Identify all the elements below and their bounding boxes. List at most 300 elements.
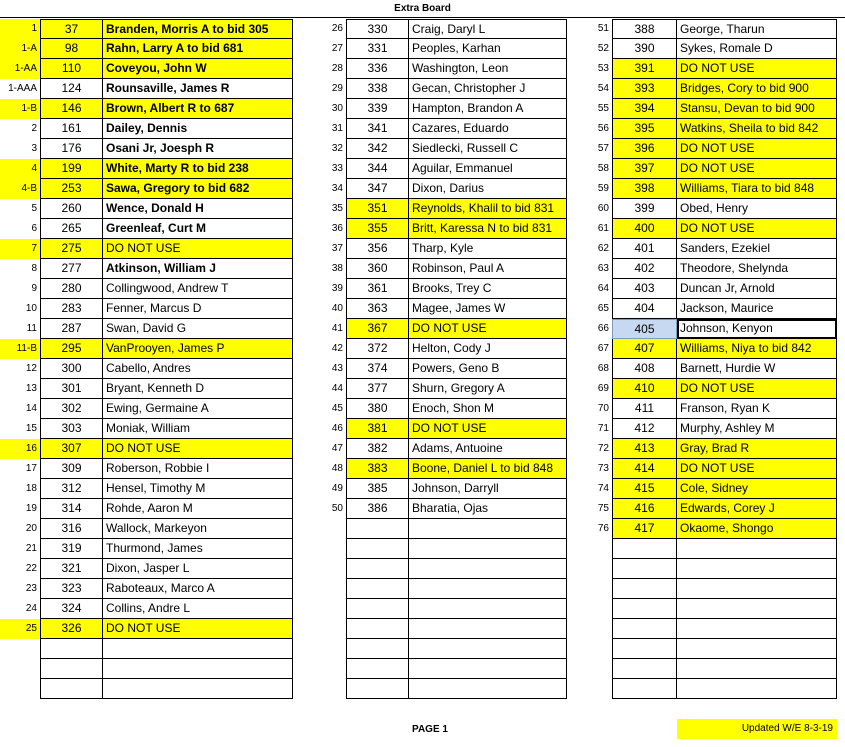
id-number-cell[interactable]: 295 xyxy=(40,339,103,359)
id-number-cell[interactable]: 302 xyxy=(40,399,103,419)
id-number-cell[interactable]: 396 xyxy=(612,139,677,159)
row-label-cell[interactable]: 34 xyxy=(331,183,343,194)
employee-name-cell[interactable] xyxy=(409,559,567,579)
id-number-cell[interactable]: 146 xyxy=(40,99,103,119)
id-number-cell[interactable]: 412 xyxy=(612,419,677,439)
id-number-cell[interactable]: 393 xyxy=(612,79,677,99)
row-label-cell[interactable]: 1-B xyxy=(0,99,40,119)
id-number-cell[interactable]: 383 xyxy=(346,459,409,479)
row-label-cell[interactable]: 51 xyxy=(597,23,609,34)
row-label-cell[interactable]: 54 xyxy=(597,83,609,94)
employee-name-cell[interactable]: Siedlecki, Russell C xyxy=(409,139,567,159)
row-label-cell[interactable]: 69 xyxy=(597,383,609,394)
employee-name-cell[interactable]: Shurn, Gregory A xyxy=(409,379,567,399)
employee-name-cell[interactable]: Aguilar, Emmanuel xyxy=(409,159,567,179)
employee-name-cell[interactable]: DO NOT USE xyxy=(409,319,567,339)
row-label-cell[interactable]: 67 xyxy=(597,343,609,354)
row-label-cell[interactable]: 30 xyxy=(331,103,343,114)
employee-name-cell[interactable]: Sanders, Ezekiel xyxy=(677,239,837,259)
employee-name-cell[interactable]: Magee, James W xyxy=(409,299,567,319)
row-label-cell[interactable]: 49 xyxy=(331,483,343,494)
employee-name-cell[interactable] xyxy=(677,639,837,659)
id-number-cell[interactable] xyxy=(612,639,677,659)
row-label-cell[interactable] xyxy=(306,579,346,599)
row-label-cell[interactable]: 47 xyxy=(331,443,343,454)
id-number-cell[interactable]: 380 xyxy=(346,399,409,419)
row-label-cell[interactable]: 50 xyxy=(331,503,343,514)
id-number-cell[interactable] xyxy=(612,619,677,639)
row-label-cell[interactable]: 72 xyxy=(597,443,609,454)
id-number-cell[interactable]: 300 xyxy=(40,359,103,379)
id-number-cell[interactable]: 314 xyxy=(40,499,103,519)
id-number-cell[interactable]: 360 xyxy=(346,259,409,279)
employee-name-cell[interactable] xyxy=(677,659,837,679)
row-label-cell[interactable]: 41 xyxy=(331,323,343,334)
employee-name-cell[interactable]: Wence, Donald H xyxy=(103,199,293,219)
employee-name-cell[interactable]: Theodore, Shelynda xyxy=(677,259,837,279)
employee-name-cell[interactable]: Robinson, Paul A xyxy=(409,259,567,279)
row-label-cell[interactable] xyxy=(306,639,346,659)
row-label-cell[interactable]: 16 xyxy=(0,439,40,459)
id-number-cell[interactable]: 124 xyxy=(40,79,103,99)
id-number-cell[interactable]: 408 xyxy=(612,359,677,379)
id-number-cell[interactable]: 176 xyxy=(40,139,103,159)
id-number-cell[interactable] xyxy=(612,539,677,559)
id-number-cell[interactable]: 312 xyxy=(40,479,103,499)
id-number-cell[interactable]: 287 xyxy=(40,319,103,339)
employee-name-cell[interactable]: DO NOT USE xyxy=(677,379,837,399)
row-label-cell[interactable]: 29 xyxy=(331,83,343,94)
row-label-cell[interactable]: 59 xyxy=(597,183,609,194)
employee-name-cell[interactable]: Cole, Sidney xyxy=(677,479,837,499)
employee-name-cell[interactable]: Fenner, Marcus D xyxy=(103,299,293,319)
id-number-cell[interactable] xyxy=(612,659,677,679)
employee-name-cell[interactable]: Cazares, Eduardo xyxy=(409,119,567,139)
employee-name-cell[interactable]: Peoples, Karhan xyxy=(409,39,567,59)
row-label-cell[interactable] xyxy=(572,539,612,559)
id-number-cell[interactable]: 363 xyxy=(346,299,409,319)
employee-name-cell[interactable]: Williams, Tiara to bid 848 xyxy=(677,179,837,199)
id-number-cell[interactable]: 341 xyxy=(346,119,409,139)
id-number-cell[interactable]: 110 xyxy=(40,59,103,79)
row-label-cell[interactable]: 58 xyxy=(597,163,609,174)
row-label-cell[interactable]: 43 xyxy=(331,363,343,374)
row-label-cell[interactable]: 28 xyxy=(331,63,343,74)
id-number-cell[interactable] xyxy=(346,639,409,659)
row-label-cell[interactable]: 1-A xyxy=(0,39,40,59)
id-number-cell[interactable]: 319 xyxy=(40,539,103,559)
row-label-cell[interactable] xyxy=(306,559,346,579)
id-number-cell[interactable]: 355 xyxy=(346,219,409,239)
employee-name-cell[interactable]: Atkinson, William J xyxy=(103,259,293,279)
employee-name-cell[interactable]: Enoch, Shon M xyxy=(409,399,567,419)
employee-name-cell[interactable] xyxy=(409,579,567,599)
employee-name-cell[interactable]: Thurmond, James xyxy=(103,539,293,559)
row-label-cell[interactable]: 73 xyxy=(597,463,609,474)
id-number-cell[interactable] xyxy=(346,559,409,579)
id-number-cell[interactable]: 410 xyxy=(612,379,677,399)
id-number-cell[interactable]: 381 xyxy=(346,419,409,439)
row-label-cell[interactable]: 68 xyxy=(597,363,609,374)
employee-name-cell[interactable]: Washington, Leon xyxy=(409,59,567,79)
row-label-cell[interactable]: 65 xyxy=(597,303,609,314)
row-label-cell[interactable] xyxy=(572,619,612,639)
row-label-cell[interactable] xyxy=(572,639,612,659)
employee-name-cell[interactable]: Rahn, Larry A to bid 681 xyxy=(103,39,293,59)
employee-name-cell[interactable] xyxy=(677,679,837,699)
employee-name-cell[interactable]: DO NOT USE xyxy=(103,619,293,639)
id-number-cell[interactable]: 382 xyxy=(346,439,409,459)
employee-name-cell[interactable]: Rounsaville, James R xyxy=(103,79,293,99)
id-number-cell[interactable]: 391 xyxy=(612,59,677,79)
id-number-cell[interactable]: 338 xyxy=(346,79,409,99)
row-label-cell[interactable]: 4 xyxy=(0,159,40,179)
row-label-cell[interactable]: 74 xyxy=(597,483,609,494)
id-number-cell[interactable]: 411 xyxy=(612,399,677,419)
row-label-cell[interactable]: 61 xyxy=(597,223,609,234)
employee-name-cell[interactable]: Sykes, Romale D xyxy=(677,39,837,59)
row-label-cell[interactable] xyxy=(572,579,612,599)
id-number-cell[interactable]: 394 xyxy=(612,99,677,119)
row-label-cell[interactable]: 35 xyxy=(331,203,343,214)
employee-name-cell[interactable]: Wallock, Markeyon xyxy=(103,519,293,539)
employee-name-cell[interactable]: Coveyou, John W xyxy=(103,59,293,79)
id-number-cell[interactable]: 161 xyxy=(40,119,103,139)
employee-name-cell[interactable]: George, Tharun xyxy=(677,19,837,39)
employee-name-cell[interactable]: Franson, Ryan K xyxy=(677,399,837,419)
id-number-cell[interactable]: 260 xyxy=(40,199,103,219)
id-number-cell[interactable]: 395 xyxy=(612,119,677,139)
row-label-cell[interactable]: 38 xyxy=(331,263,343,274)
employee-name-cell[interactable]: Bryant, Kenneth D xyxy=(103,379,293,399)
row-label-cell[interactable]: 20 xyxy=(25,523,37,534)
id-number-cell[interactable] xyxy=(346,579,409,599)
row-label-cell[interactable]: 44 xyxy=(331,383,343,394)
employee-name-cell[interactable]: Collingwood, Andrew T xyxy=(103,279,293,299)
id-number-cell[interactable] xyxy=(346,679,409,699)
row-label-cell[interactable]: 32 xyxy=(331,143,343,154)
row-label-cell[interactable]: 15 xyxy=(25,423,37,434)
row-label-cell[interactable]: 1 xyxy=(0,19,40,39)
updated-label[interactable]: Updated W/E 8-3-19 xyxy=(677,719,837,739)
row-label-cell[interactable]: 22 xyxy=(25,563,37,574)
employee-name-cell[interactable]: Bharatia, Ojas xyxy=(409,499,567,519)
employee-name-cell[interactable]: Cabello, Andres xyxy=(103,359,293,379)
id-number-cell[interactable]: 275 xyxy=(40,239,103,259)
row-label-cell[interactable]: 46 xyxy=(331,423,343,434)
employee-name-cell[interactable]: Dixon, Jasper L xyxy=(103,559,293,579)
row-label-cell[interactable]: 2 xyxy=(31,123,37,134)
id-number-cell[interactable]: 98 xyxy=(40,39,103,59)
id-number-cell[interactable]: 321 xyxy=(40,559,103,579)
employee-name-cell[interactable]: Gecan, Christopher J xyxy=(409,79,567,99)
row-label-cell[interactable] xyxy=(306,539,346,559)
employee-name-cell[interactable]: Greenleaf, Curt M xyxy=(103,219,293,239)
employee-name-cell[interactable]: Barnett, Hurdie W xyxy=(677,359,837,379)
row-label-cell[interactable]: 64 xyxy=(597,283,609,294)
id-number-cell[interactable]: 372 xyxy=(346,339,409,359)
id-number-cell[interactable]: 416 xyxy=(612,499,677,519)
employee-name-cell[interactable]: Roberson, Robbie I xyxy=(103,459,293,479)
employee-name-cell[interactable]: Rohde, Aaron M xyxy=(103,499,293,519)
row-label-cell[interactable]: 9 xyxy=(31,283,37,294)
id-number-cell[interactable]: 399 xyxy=(612,199,677,219)
row-label-cell[interactable]: 33 xyxy=(331,163,343,174)
selected-name-cell[interactable]: Johnson, Kenyon xyxy=(677,319,837,339)
id-number-cell[interactable]: 331 xyxy=(346,39,409,59)
id-number-cell[interactable]: 283 xyxy=(40,299,103,319)
employee-name-cell[interactable]: Bridges, Cory to bid 900 xyxy=(677,79,837,99)
employee-name-cell[interactable]: Branden, Morris A to bid 305 xyxy=(103,19,293,39)
id-number-cell[interactable]: 347 xyxy=(346,179,409,199)
employee-name-cell[interactable] xyxy=(409,659,567,679)
row-label-cell[interactable]: 27 xyxy=(331,43,343,54)
id-number-cell[interactable]: 400 xyxy=(612,219,677,239)
row-label-cell[interactable]: 48 xyxy=(331,463,343,474)
row-label-cell[interactable]: 3 xyxy=(31,143,37,154)
employee-name-cell[interactable]: Hampton, Brandon A xyxy=(409,99,567,119)
employee-name-cell[interactable]: Stansu, Devan to bid 900 xyxy=(677,99,837,119)
id-number-cell[interactable] xyxy=(612,559,677,579)
employee-name-cell[interactable]: Osani Jr, Joesph R xyxy=(103,139,293,159)
row-label-cell[interactable] xyxy=(306,519,346,539)
employee-name-cell[interactable]: Hensel, Timothy M xyxy=(103,479,293,499)
row-label-cell[interactable]: 1-AAA xyxy=(8,83,37,94)
employee-name-cell[interactable]: DO NOT USE xyxy=(677,139,837,159)
row-label-cell[interactable] xyxy=(306,679,346,699)
row-label-cell[interactable]: 19 xyxy=(25,503,37,514)
row-label-cell[interactable]: 12 xyxy=(25,363,37,374)
id-number-cell[interactable]: 398 xyxy=(612,179,677,199)
row-label-cell[interactable]: 62 xyxy=(597,243,609,254)
id-number-cell[interactable] xyxy=(612,679,677,699)
id-number-cell[interactable]: 336 xyxy=(346,59,409,79)
row-label-cell[interactable]: 42 xyxy=(331,343,343,354)
id-number-cell[interactable]: 361 xyxy=(346,279,409,299)
employee-name-cell[interactable] xyxy=(677,559,837,579)
id-number-cell[interactable] xyxy=(346,539,409,559)
row-label-cell[interactable]: 25 xyxy=(0,619,40,639)
employee-name-cell[interactable]: DO NOT USE xyxy=(103,439,293,459)
employee-name-cell[interactable]: Raboteaux, Marco A xyxy=(103,579,293,599)
employee-name-cell[interactable]: Sawa, Gregory to bid 682 xyxy=(103,179,293,199)
employee-name-cell[interactable] xyxy=(677,539,837,559)
employee-name-cell[interactable]: Collins, Andre L xyxy=(103,599,293,619)
employee-name-cell[interactable]: DO NOT USE xyxy=(677,159,837,179)
id-number-cell[interactable] xyxy=(346,619,409,639)
id-number-cell[interactable]: 397 xyxy=(612,159,677,179)
id-number-cell[interactable]: 413 xyxy=(612,439,677,459)
id-number-cell[interactable]: 405 xyxy=(612,319,677,339)
id-number-cell[interactable]: 374 xyxy=(346,359,409,379)
id-number-cell[interactable] xyxy=(346,599,409,619)
employee-name-cell[interactable]: Murphy, Ashley M xyxy=(677,419,837,439)
employee-name-cell[interactable]: Reynolds, Khalil to bid 831 xyxy=(409,199,567,219)
row-label-cell[interactable]: 5 xyxy=(31,203,37,214)
employee-name-cell[interactable] xyxy=(103,659,293,679)
id-number-cell[interactable]: 388 xyxy=(612,19,677,39)
id-number-cell[interactable]: 324 xyxy=(40,599,103,619)
employee-name-cell[interactable] xyxy=(677,599,837,619)
row-label-cell[interactable]: 76 xyxy=(597,523,609,534)
row-label-cell[interactable]: 10 xyxy=(25,303,37,314)
id-number-cell[interactable]: 199 xyxy=(40,159,103,179)
id-number-cell[interactable]: 377 xyxy=(346,379,409,399)
row-label-cell[interactable] xyxy=(572,599,612,619)
employee-name-cell[interactable]: Okaome, Shongo xyxy=(677,519,837,539)
row-label-cell[interactable]: 36 xyxy=(331,223,343,234)
employee-name-cell[interactable]: Adams, Antuoine xyxy=(409,439,567,459)
id-number-cell[interactable]: 417 xyxy=(612,519,677,539)
employee-name-cell[interactable] xyxy=(103,639,293,659)
row-label-cell[interactable]: 31 xyxy=(331,123,343,134)
id-number-cell[interactable]: 316 xyxy=(40,519,103,539)
row-label-cell[interactable] xyxy=(0,659,40,679)
row-label-cell[interactable]: 40 xyxy=(331,303,343,314)
id-number-cell[interactable]: 402 xyxy=(612,259,677,279)
employee-name-cell[interactable] xyxy=(409,519,567,539)
row-label-cell[interactable]: 17 xyxy=(25,463,37,474)
employee-name-cell[interactable]: Brown, Albert R to 687 xyxy=(103,99,293,119)
row-label-cell[interactable]: 63 xyxy=(597,263,609,274)
employee-name-cell[interactable]: Britt, Karessa N to bid 831 xyxy=(409,219,567,239)
row-label-cell[interactable]: 11-B xyxy=(0,339,40,359)
employee-name-cell[interactable]: Jackson, Maurice xyxy=(677,299,837,319)
employee-name-cell[interactable]: Craig, Daryl L xyxy=(409,19,567,39)
id-number-cell[interactable]: 414 xyxy=(612,459,677,479)
id-number-cell[interactable]: 339 xyxy=(346,99,409,119)
employee-name-cell[interactable] xyxy=(677,619,837,639)
id-number-cell[interactable]: 390 xyxy=(612,39,677,59)
row-label-cell[interactable] xyxy=(0,639,40,659)
employee-name-cell[interactable]: VanProoyen, James P xyxy=(103,339,293,359)
employee-name-cell[interactable] xyxy=(103,679,293,699)
row-label-cell[interactable]: 57 xyxy=(597,143,609,154)
row-label-cell[interactable] xyxy=(0,679,40,699)
employee-name-cell[interactable]: Gray, Brad R xyxy=(677,439,837,459)
id-number-cell[interactable] xyxy=(40,659,103,679)
id-number-cell[interactable]: 37 xyxy=(40,19,103,39)
employee-name-cell[interactable]: White, Marty R to bid 238 xyxy=(103,159,293,179)
id-number-cell[interactable]: 301 xyxy=(40,379,103,399)
row-label-cell[interactable]: 56 xyxy=(597,123,609,134)
employee-name-cell[interactable]: Watkins, Sheila to bid 842 xyxy=(677,119,837,139)
row-label-cell[interactable]: 1-AA xyxy=(0,59,40,79)
row-label-cell[interactable]: 13 xyxy=(25,383,37,394)
row-label-cell[interactable]: 53 xyxy=(597,63,609,74)
employee-name-cell[interactable]: Boone, Daniel L to bid 848 xyxy=(409,459,567,479)
id-number-cell[interactable]: 330 xyxy=(346,19,409,39)
row-label-cell[interactable]: 37 xyxy=(331,243,343,254)
row-label-cell[interactable]: 23 xyxy=(25,583,37,594)
id-number-cell[interactable]: 367 xyxy=(346,319,409,339)
employee-name-cell[interactable] xyxy=(409,679,567,699)
employee-name-cell[interactable]: Helton, Cody J xyxy=(409,339,567,359)
employee-name-cell[interactable]: Johnson, Darryll xyxy=(409,479,567,499)
id-number-cell[interactable]: 407 xyxy=(612,339,677,359)
row-label-cell[interactable] xyxy=(306,619,346,639)
employee-name-cell[interactable]: Tharp, Kyle xyxy=(409,239,567,259)
row-label-cell[interactable]: 7 xyxy=(0,239,40,259)
employee-name-cell[interactable]: Dailey, Dennis xyxy=(103,119,293,139)
id-number-cell[interactable]: 344 xyxy=(346,159,409,179)
id-number-cell[interactable]: 309 xyxy=(40,459,103,479)
employee-name-cell[interactable]: Williams, Niya to bid 842 xyxy=(677,339,837,359)
employee-name-cell[interactable]: DO NOT USE xyxy=(677,219,837,239)
id-number-cell[interactable] xyxy=(346,519,409,539)
row-label-cell[interactable] xyxy=(306,659,346,679)
employee-name-cell[interactable]: Swan, David G xyxy=(103,319,293,339)
row-label-cell[interactable]: 66 xyxy=(597,323,609,334)
employee-name-cell[interactable] xyxy=(409,599,567,619)
id-number-cell[interactable] xyxy=(612,599,677,619)
row-label-cell[interactable]: 39 xyxy=(331,283,343,294)
id-number-cell[interactable]: 404 xyxy=(612,299,677,319)
row-label-cell[interactable]: 70 xyxy=(597,403,609,414)
row-label-cell[interactable]: 55 xyxy=(597,103,609,114)
row-label-cell[interactable] xyxy=(572,679,612,699)
employee-name-cell[interactable]: Obed, Henry xyxy=(677,199,837,219)
id-number-cell[interactable]: 265 xyxy=(40,219,103,239)
employee-name-cell[interactable]: DO NOT USE xyxy=(103,239,293,259)
employee-name-cell[interactable]: Duncan Jr, Arnold xyxy=(677,279,837,299)
row-label-cell[interactable]: 6 xyxy=(31,223,37,234)
row-label-cell[interactable]: 24 xyxy=(25,603,37,614)
employee-name-cell[interactable] xyxy=(677,579,837,599)
employee-name-cell[interactable] xyxy=(409,619,567,639)
employee-name-cell[interactable]: DO NOT USE xyxy=(409,419,567,439)
row-label-cell[interactable]: 71 xyxy=(597,423,609,434)
row-label-cell[interactable]: 4-B xyxy=(0,179,40,199)
employee-name-cell[interactable]: Brooks, Trey C xyxy=(409,279,567,299)
id-number-cell[interactable]: 415 xyxy=(612,479,677,499)
id-number-cell[interactable]: 356 xyxy=(346,239,409,259)
employee-name-cell[interactable]: Powers, Geno B xyxy=(409,359,567,379)
row-label-cell[interactable] xyxy=(306,599,346,619)
id-number-cell[interactable] xyxy=(40,679,103,699)
id-number-cell[interactable]: 277 xyxy=(40,259,103,279)
employee-name-cell[interactable]: Ewing, Germaine A xyxy=(103,399,293,419)
id-number-cell[interactable]: 323 xyxy=(40,579,103,599)
row-label-cell[interactable]: 8 xyxy=(31,263,37,274)
employee-name-cell[interactable] xyxy=(409,539,567,559)
id-number-cell[interactable]: 401 xyxy=(612,239,677,259)
id-number-cell[interactable]: 280 xyxy=(40,279,103,299)
employee-name-cell[interactable]: Moniak, William xyxy=(103,419,293,439)
id-number-cell[interactable]: 385 xyxy=(346,479,409,499)
id-number-cell[interactable]: 403 xyxy=(612,279,677,299)
row-label-cell[interactable] xyxy=(572,559,612,579)
row-label-cell[interactable]: 52 xyxy=(597,43,609,54)
id-number-cell[interactable]: 386 xyxy=(346,499,409,519)
id-number-cell[interactable] xyxy=(612,579,677,599)
row-label-cell[interactable]: 11 xyxy=(26,323,37,334)
id-number-cell[interactable]: 351 xyxy=(346,199,409,219)
row-label-cell[interactable]: 75 xyxy=(597,503,609,514)
employee-name-cell[interactable]: Edwards, Corey J xyxy=(677,499,837,519)
id-number-cell[interactable]: 326 xyxy=(40,619,103,639)
employee-name-cell[interactable]: DO NOT USE xyxy=(677,459,837,479)
row-label-cell[interactable]: 26 xyxy=(331,23,343,34)
row-label-cell[interactable]: 60 xyxy=(597,203,609,214)
id-number-cell[interactable] xyxy=(40,639,103,659)
id-number-cell[interactable]: 307 xyxy=(40,439,103,459)
id-number-cell[interactable]: 253 xyxy=(40,179,103,199)
row-label-cell[interactable]: 18 xyxy=(25,483,37,494)
id-number-cell[interactable] xyxy=(346,659,409,679)
row-label-cell[interactable]: 14 xyxy=(25,403,37,414)
id-number-cell[interactable]: 303 xyxy=(40,419,103,439)
